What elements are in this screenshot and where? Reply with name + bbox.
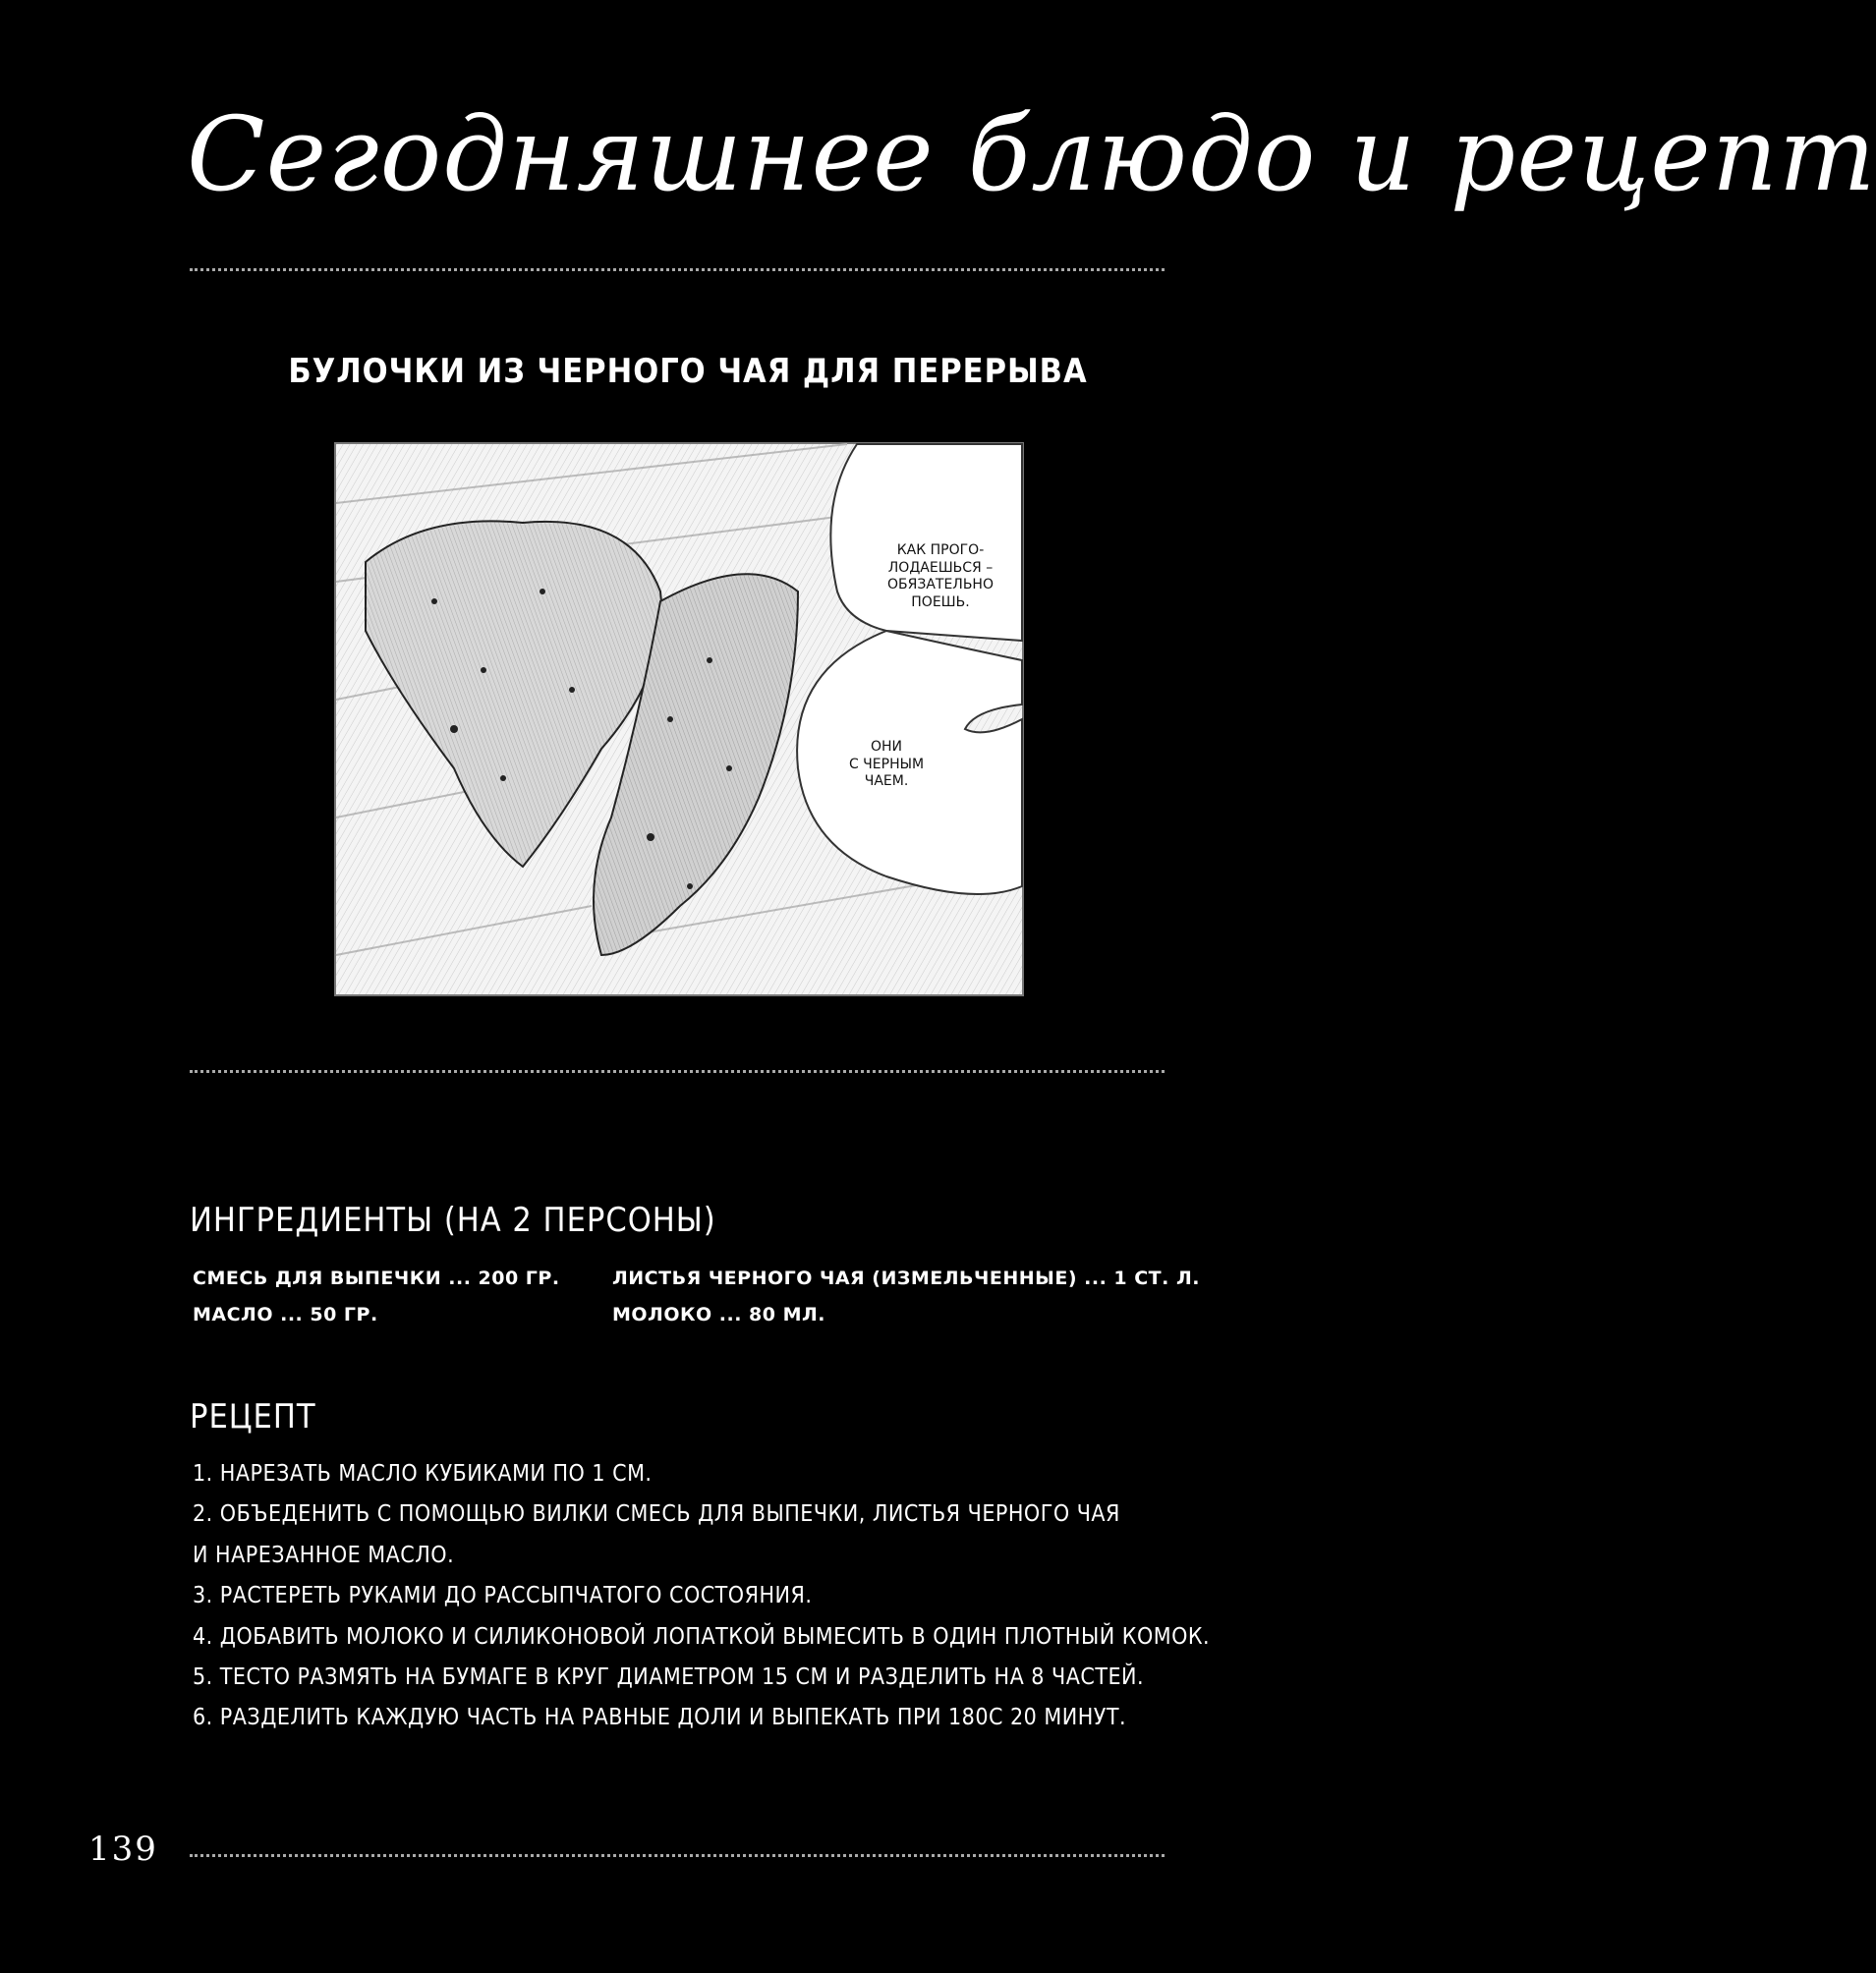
speech-bubble-text-2: ОНИ С ЧЕРНЫМ ЧАЕМ. xyxy=(848,739,925,789)
recipe-heading: РЕЦЕПТ xyxy=(190,1397,316,1437)
scones-drawing xyxy=(336,444,1022,994)
ingredient-item: СМЕСЬ ДЛЯ ВЫПЕЧКИ ... 200 ГР. xyxy=(193,1268,560,1289)
ingredient-item: ЛИСТЬЯ ЧЕРНОГО ЧАЯ (ИЗМЕЛЬЧЕННЫЕ) ... 1 СТ. Л. xyxy=(612,1268,1200,1289)
recipe-step: И НАРЕЗАННОЕ МАСЛО. xyxy=(193,1543,455,1568)
manga-panel-illustration xyxy=(334,442,1024,996)
ingredient-item: МОЛОКО ... 80 МЛ. xyxy=(612,1304,826,1325)
dotted-divider xyxy=(190,1854,1165,1857)
ingredients-heading: ИНГРЕДИЕНТЫ (НА 2 ПЕРСОНЫ) xyxy=(190,1201,716,1240)
recipe-step: 1. НАРЕЗАТЬ МАСЛО КУБИКАМИ ПО 1 СМ. xyxy=(193,1461,653,1487)
ingredient-item: МАСЛО ... 50 ГР. xyxy=(193,1304,378,1325)
dotted-divider xyxy=(190,268,1165,271)
dotted-divider xyxy=(190,1070,1165,1073)
dish-name: БУЛОЧКИ ИЗ ЧЕРНОГО ЧАЯ ДЛЯ ПЕРЕРЫВА xyxy=(288,352,1088,391)
recipe-step: 5. ТЕСТО РАЗМЯТЬ НА БУМАГЕ В КРУГ ДИАМЕТРОМ 15 СМ И РАЗДЕЛИТЬ НА 8 ЧАСТЕЙ. xyxy=(193,1664,1145,1690)
recipe-step: 4. ДОБАВИТЬ МОЛОКО И СИЛИКОНОВОЙ ЛОПАТКОЙ ВЫМЕСИТЬ В ОДИН ПЛОТНЫЙ КОМОК. xyxy=(193,1624,1211,1650)
page-number: 139 xyxy=(88,1830,158,1869)
recipe-step: 2. ОБЪЕДЕНИТЬ С ПОМОЩЬЮ ВИЛКИ СМЕСЬ ДЛЯ ВЫПЕЧКИ, ЛИСТЬЯ ЧЕРНОГО ЧАЯ xyxy=(193,1501,1120,1527)
speech-bubble-text-1: КАК ПРОГО- ЛОДАЕШЬСЯ – ОБЯЗАТЕЛЬНО ПОЕШЬ. xyxy=(887,542,994,610)
recipe-step: 3. РАСТЕРЕТЬ РУКАМИ ДО РАССЫПЧАТОГО СОСТОЯНИЯ. xyxy=(193,1583,813,1608)
recipe-step: 6. РАЗДЕЛИТЬ КАЖДУЮ ЧАСТЬ НА РАВНЫЕ ДОЛИ И ВЫПЕКАТЬ ПРИ 180С 20 МИНУТ. xyxy=(193,1705,1127,1730)
page-title: Сегодняшнее блюдо и рецепт xyxy=(187,94,1876,214)
